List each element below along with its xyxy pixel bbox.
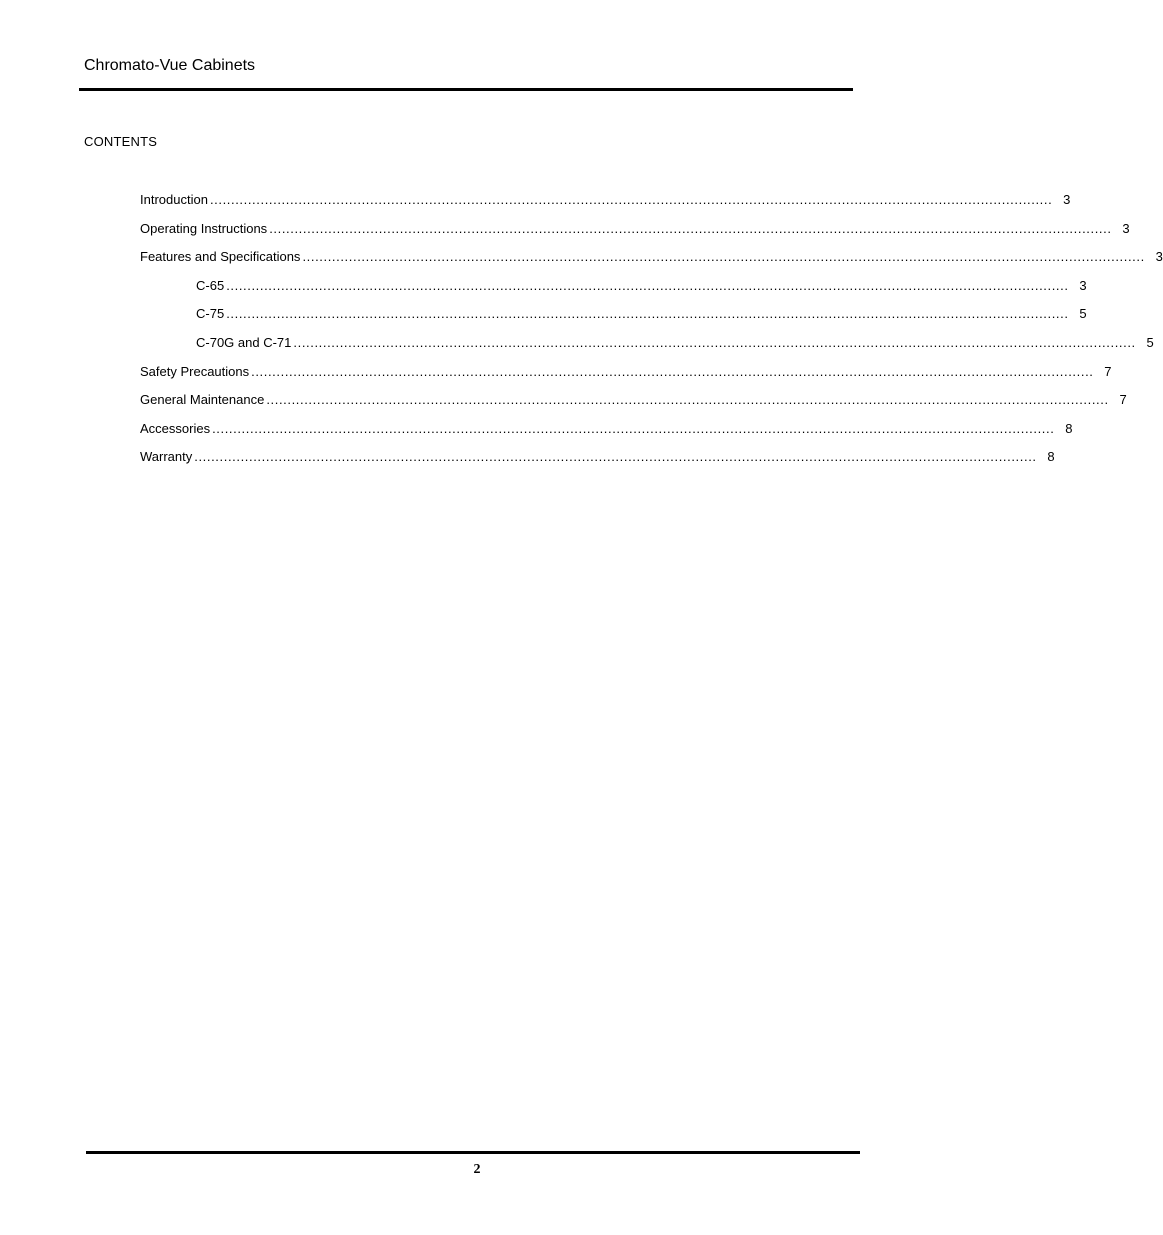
toc-entry-features-and-specifications[interactable] <box>140 247 1163 276</box>
toc-dot-leader: ........................................................................................................................................................................................................ <box>209 192 1053 207</box>
toc-entry-warranty[interactable] <box>140 447 1055 476</box>
page-header-title: Chromato-Vue Cabinets <box>84 57 256 74</box>
footer-divider <box>86 1151 860 1154</box>
toc-entry-page: 8 <box>1065 420 1073 436</box>
toc-entry-introduction[interactable] <box>140 190 1071 219</box>
page-number: 2 <box>473 1162 481 1177</box>
toc-entry-label: C-70G and C-71 <box>196 334 292 350</box>
toc-entry-label: Operating Instructions <box>140 220 268 236</box>
toc-entry-c-75[interactable] <box>140 304 1087 333</box>
toc-dot-leader: ........................................................................................................................................................................................................ <box>266 392 1109 408</box>
toc-dot-leader: ........................................................................................................................................................................................................ <box>226 277 1069 293</box>
toc-entry-page: 7 <box>1104 363 1112 379</box>
toc-dot-leader: ........................................................................................................................................................................................................ <box>251 363 1094 379</box>
toc-dot-leader: ........................................................................................................................................................................................................ <box>269 220 1112 236</box>
toc-entry-c-70g-and-c-71[interactable] <box>140 333 1154 362</box>
toc-entry-page: 3 <box>1079 277 1087 293</box>
toc-entry-label: Features and Specifications <box>140 249 301 265</box>
toc-entry-label: Safety Precautions <box>140 363 250 379</box>
toc-dot-leader: ........................................................................................................................................................................................................ <box>226 306 1069 322</box>
toc-entry-label: C-75 <box>196 306 225 322</box>
toc-entry-page: 8 <box>1047 449 1055 465</box>
toc-dot-leader: ........................................................................................................................................................................................................ <box>194 449 1037 465</box>
toc-entry-page: 5 <box>1146 334 1154 350</box>
toc-entry-label: C-65 <box>196 277 225 293</box>
toc-entry-page: 7 <box>1119 392 1127 408</box>
table-of-contents <box>140 190 1163 476</box>
contents-heading: CONTENTS <box>84 134 158 149</box>
toc-entry-label: General Maintenance <box>140 392 265 408</box>
toc-entry-page: 5 <box>1079 306 1087 322</box>
toc-entry-c-65[interactable] <box>140 276 1087 305</box>
toc-entry-page: 3 <box>1063 192 1071 207</box>
toc-entry-label: Warranty <box>140 449 193 465</box>
toc-dot-leader: ........................................................................................................................................................................................................ <box>302 249 1145 265</box>
toc-entry-label: Accessories <box>140 420 211 436</box>
toc-entry-safety-precautions[interactable] <box>140 362 1112 391</box>
header-divider <box>79 88 853 91</box>
toc-entry-page: 3 <box>1155 249 1163 265</box>
toc-dot-leader: ........................................................................................................................................................................................................ <box>212 420 1055 436</box>
toc-entry-page: 3 <box>1122 220 1130 236</box>
toc-entry-label: Introduction <box>140 192 208 207</box>
toc-entry-general-maintenance[interactable] <box>140 390 1127 419</box>
toc-entry-accessories[interactable] <box>140 419 1073 448</box>
toc-entry-operating-instructions[interactable] <box>140 219 1130 248</box>
toc-dot-leader: ........................................................................................................................................................................................................ <box>293 334 1136 350</box>
